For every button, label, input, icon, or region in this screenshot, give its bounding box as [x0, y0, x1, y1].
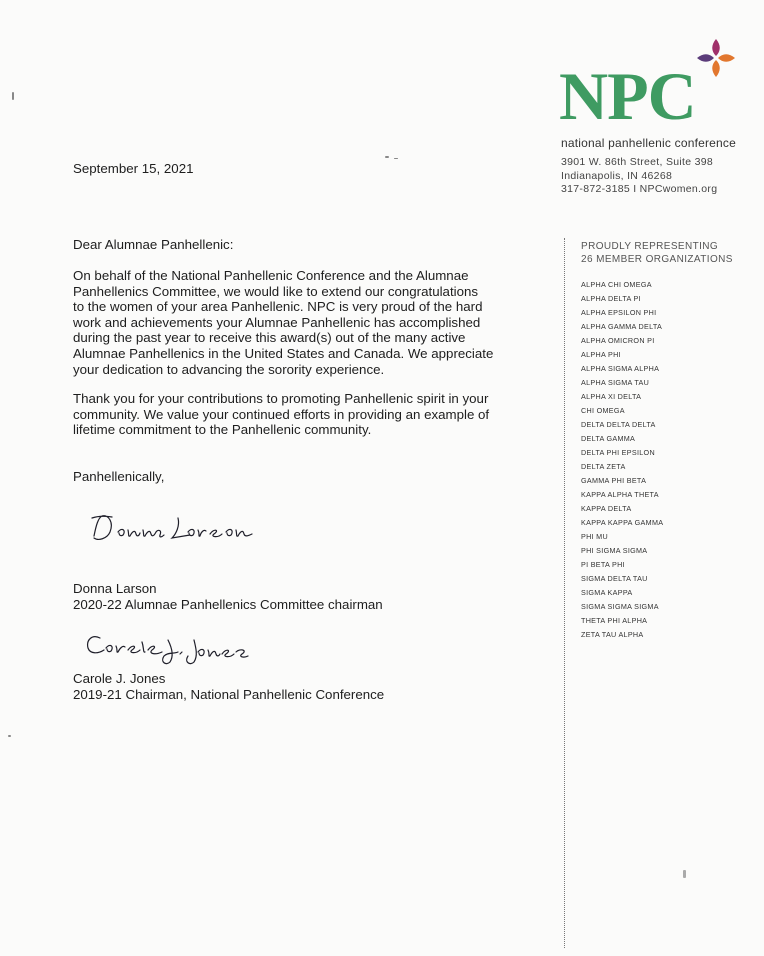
member-organization: GAMMA PHI BETA [581, 476, 647, 485]
letterhead-address [561, 156, 717, 197]
letter-paragraph-1 [73, 268, 543, 377]
paragraph-line: to the women of your area Panhellenic. NPC is very proud of the hard [73, 299, 483, 315]
signer-1-name: Donna Larson [73, 581, 157, 596]
paragraph-line: work and achievements your Alumnae Panhellenic has accomplished [73, 314, 481, 330]
letter-date: September 15, 2021 [73, 161, 194, 176]
sidebar-heading-line2: 26 MEMBER ORGANIZATIONS [581, 254, 733, 265]
paragraph-line: your dedication to advancing the sorority experience. [73, 361, 385, 377]
member-organization: ZETA TAU ALPHA [581, 630, 644, 639]
signer-2-name: Carole J. Jones [73, 671, 166, 686]
paragraph-line: lifetime commitment to the Panhellenic community. [73, 422, 372, 438]
member-organization: ALPHA PHI [581, 350, 621, 359]
carole-jones-signature [82, 626, 252, 670]
member-organization: SIGMA KAPPA [581, 588, 633, 597]
letter-paragraph-2 [73, 391, 543, 438]
scan-speck [683, 870, 686, 878]
paragraph-line: during the past year to receive this award(s) out of the many active [73, 330, 466, 346]
letter-closing: Panhellenically, [73, 469, 165, 484]
address-street: 3901 W. 86th Street, Suite 398 [561, 156, 714, 168]
npc-flower-logo-icon [694, 36, 738, 80]
address-city: Indianapolis, IN 46268 [561, 169, 673, 182]
member-organization: ALPHA SIGMA TAU [581, 378, 650, 387]
member-organization: ALPHA XI DELTA [581, 392, 642, 401]
paragraph-line: Thank you for your contributions to promoting Panhellenic spirit in your [73, 391, 489, 406]
member-organization: DELTA DELTA DELTA [581, 420, 656, 429]
sidebar-heading-line1: PROUDLY REPRESENTING [581, 241, 719, 252]
member-organization: DELTA PHI EPSILON [581, 448, 655, 457]
member-organization: SIGMA DELTA TAU [581, 574, 648, 583]
organization-name: national panhellenic conference [561, 136, 736, 150]
member-organization: ALPHA CHI OMEGA [581, 280, 652, 289]
member-organization: PHI SIGMA SIGMA [581, 546, 648, 555]
address-contact: 317-872-3185 I NPCwomen.org [561, 183, 718, 195]
member-organizations-list [581, 278, 663, 642]
signer-2-block [73, 671, 384, 702]
donna-larson-signature [88, 508, 258, 548]
scan-speck [385, 156, 389, 158]
paragraph-line: On behalf of the National Panhellenic Conference and the Alumnae [73, 268, 469, 283]
member-organization: ALPHA GAMMA DELTA [581, 322, 663, 331]
member-organization: ALPHA DELTA PI [581, 294, 641, 303]
paragraph-line: community. We value your continued efforts in providing an example of [73, 406, 490, 422]
member-organization: KAPPA ALPHA THETA [581, 490, 659, 499]
paragraph-line: Panhellenics Committee, we would like to extend our congratulations [73, 283, 479, 299]
member-organization: ALPHA EPSILON PHI [581, 308, 657, 317]
member-organization: CHI OMEGA [581, 406, 625, 415]
member-organization: KAPPA DELTA [581, 504, 632, 513]
signer-2-title: 2019-21 Chairman, National Panhellenic Conference [73, 686, 385, 702]
npc-logo-text: NPC [559, 58, 696, 134]
scan-speck [8, 735, 11, 737]
sidebar-divider [564, 238, 565, 948]
member-organization: SIGMA SIGMA SIGMA [581, 602, 659, 611]
member-organization: PI BETA PHI [581, 560, 625, 569]
member-organization: ALPHA OMICRON PI [581, 336, 655, 345]
member-organization: DELTA ZETA [581, 462, 626, 471]
member-organization: ALPHA SIGMA ALPHA [581, 364, 660, 373]
paragraph-line: Alumnae Panhellenics in the United States and Canada. We appreciate [73, 345, 494, 361]
member-organization: THETA PHI ALPHA [581, 616, 648, 625]
member-organization: KAPPA KAPPA GAMMA [581, 518, 664, 527]
member-organization: DELTA GAMMA [581, 434, 636, 443]
scan-speck [394, 158, 398, 159]
signer-1-block [73, 581, 383, 612]
sidebar-heading [581, 240, 733, 266]
member-organization: PHI MU [581, 532, 608, 541]
scan-speck [12, 92, 14, 100]
signer-1-title: 2020-22 Alumnae Panhellenics Committee chairman [73, 596, 383, 612]
letter-salutation: Dear Alumnae Panhellenic: [73, 237, 234, 252]
